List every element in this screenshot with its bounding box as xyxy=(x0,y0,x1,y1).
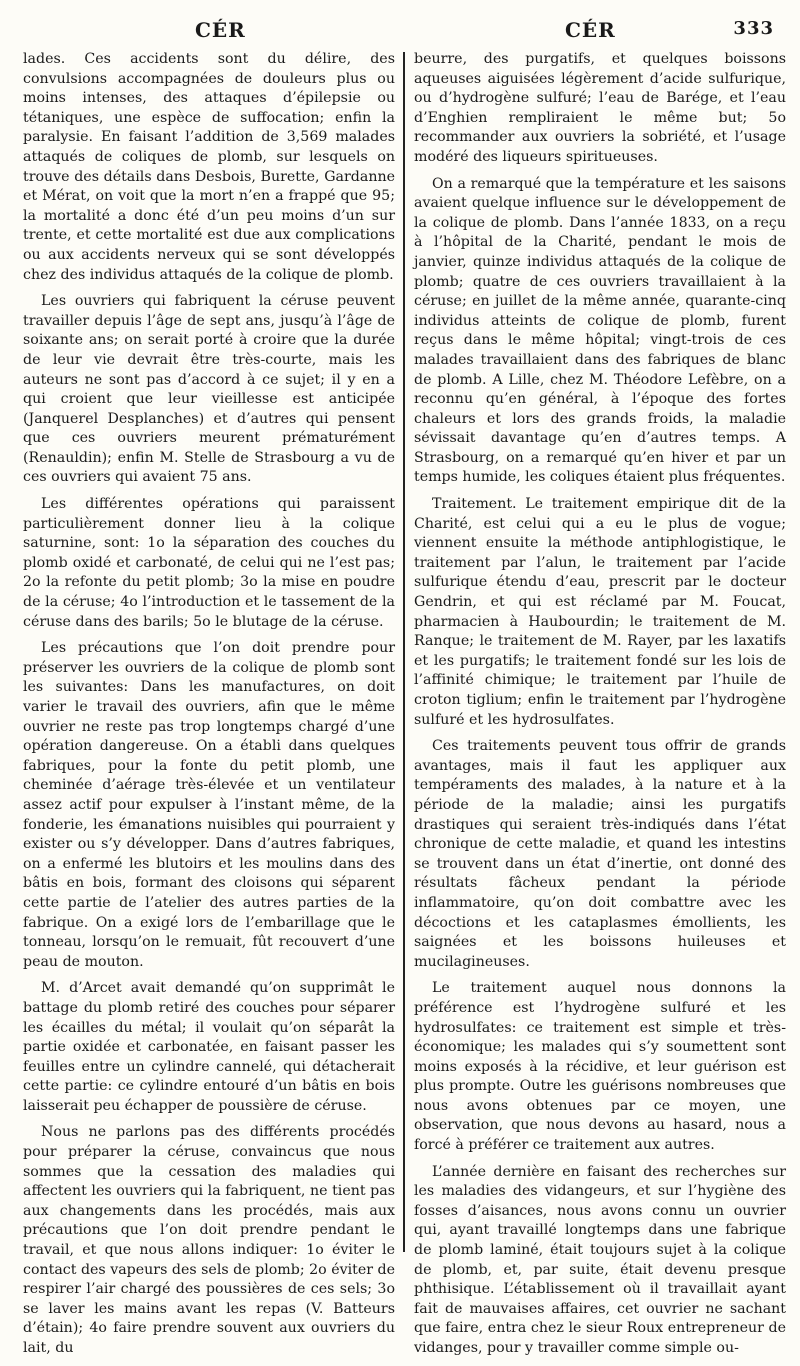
paragraph: Le traitement auquel nous donnons la préférence est l’hydrogène sulfuré et les hydrosulfates: ce traitement est simple et très-économique; les malades qui s’y soumettent sont moins exposés à la récidive, et leur guérison est plus prompte. Outre les guérisons nombreuses que nous avons obtenues par ce moyen, une observation, que nous devons au hasard, nous a forcé à préférer ce traitement aux autres. xyxy=(414,980,786,1154)
paragraph: Les différentes opérations qui paraissent particulièrement donner lieu à la colique saturnine, sont: 1o la séparation des couches du plomb oxidé et carbonaté, de celui qui ne l’est pas; 2o la refonte du petit plomb; 3o la mise en poudre de la céruse; 4o l’introduction et le tassement de la céruse dans des barils; 5o le blutage de la céruse. xyxy=(23,496,395,630)
paragraph: lades. Ces accidents sont du délire, des convulsions accompagnées de douleurs plus ou moins intenses, des attaques d’épilepsie ou tétaniques, une espèce de suffocation; enfin la paralysie. En faisant l’addition de 3,569 malades attaqués de coliques de plomb, sur lesquels on trouve des détails dans Desbois, Burette, Gardanne et Mérat, on voit que la mort n’en a frappé que 95; la mortalité a donc été d’un peu moins d’un sur trente, et cette mortalité est due aux complications ou aux accidents nerveux qui se sont développés chez des individus attaqués de la colique de plomb. xyxy=(23,51,395,283)
running-head-right: CÉR xyxy=(565,18,616,42)
paragraph: Traitement. Le traitement empirique dit de la Charité, est celui qui a eu le plus de vogue; viennent ensuite la méthode antiphlogistique, le traitement par l’alun, le traitement par l’acide sulfurique étendu d’eau, prescrit par le docteur Gendrin, et qui est réclamé par M. Foucat, pharmacien à Haubourdin; le traitement de M. Ranque; le traitement de M. Rayer, par les laxatifs et les purgatifs; le traitement fondé sur les lois de l’affinité chimique; le traitement par l’huile de croton tiglium; enfin le traitement par l’hydrogène sulfuré et les hydrosulfates. xyxy=(414,496,786,728)
paragraph: Ces traitements peuvent tous offrir de grands avantages, mais il faut les appliquer aux tempéraments des malades, à la nature et à la période de la maladie; ainsi les purgatifs drastiques qui seraient très-indiqués dans l’état chronique de cette maladie, et quand les intestins se trouvent dans un état d’inertie, ont donné des résultats fâcheux pendant la période inflammatoire, qu’on doit combattre avec les décoctions et les cataplasmes émollients, les saignées et les boissons huileuses et mucilagineuses. xyxy=(414,738,786,970)
paragraph: L’année dernière en faisant des recherches sur les maladies des vidangeurs, et sur l’hygiène des fosses d’aisances, nous avons connu un ouvrier qui, ayant travaillé longtemps dans une fabrique de plomb laminé, était toujours sujet à la colique de plomb, et, par suite, était devenu presque phthisique. L’établissement où il travaillait ayant fait de mauvaises affaires, cet ouvrier ne sachant que faire, entra chez le sieur Roux entrepreneur de vidanges, pour y travailler comme simple ou- xyxy=(414,1163,786,1356)
paragraph: M. d’Arcet avait demandé qu’on supprimât le battage du plomb retiré des couches pour séparer les écailles du métal; il voulait qu’on séparât la partie oxidée et carbonatée, en faisant passer les feuilles entre un cylindre cannelé, qui détacherait cette partie: ce cylindre entouré d’un bâtis en bois laisserait peu échapper de poussière de céruse. xyxy=(23,980,395,1114)
column-divider xyxy=(403,52,405,1252)
paragraph: Les ouvriers qui fabriquent la céruse peuvent travailler depuis l’âge de sept ans, jusqu’à l’âge de soixante ans; on serait porté à croire que la durée de leur vie devrait être très-courte, mais les auteurs ne sont pas d’accord à ce sujet; il y en a qui croient que leur vieillesse est anticipée (Janquerel Desplanches) et d’autres qui pensent que ces ouvriers meurent prématurément (Renauldin); enfin M. Stelle de Strasbourg a vu de ces ouvriers qui avaient 75 ans. xyxy=(23,293,395,486)
page-header xyxy=(0,18,800,48)
paragraph: On a remarqué que la température et les saisons avaient quelque influence sur le développement de la colique de plomb. Dans l’année 1833, on a reçu à l’hôpital de la Charité, pendant le mois de janvier, quinze individus attaqués de la colique de plomb; quatre de ces ouvriers travaillaient à la céruse; en juillet de la même année, quarante-cinq individus atteints de colique de plomb, furent reçus dans le même hôpital; vingt-trois de ces malades travaillaient dans des fabriques de blanc de plomb. A Lille, chez M. Théodore Lefèbre, on a reconnu qu’en général, à l’époque des fortes chaleurs et lors des grands froids, la maladie sévissait davantage qu’en d’autres temps. A Strasbourg, on a remarqué qu’en hiver et par un temps humide, les coliques étaient plus fréquentes. xyxy=(414,175,786,486)
running-head-left: CÉR xyxy=(195,18,246,42)
paragraph: Nous ne parlons pas des différents procédés pour préparer la céruse, convaincus que nous sommes que la cessation des maladies qui affectent les ouvriers qui la fabriquent, ne tient pas aux changements dans les procédés, mais aux précautions que l’on doit prendre pendant le travail, et que nous allons indiquer: 1o éviter le contact des vapeurs des sels de plomb; 2o éviter de respirer l’air chargé des poussières de ces sels; 3o se laver les mains avant les repas (V. Batteurs d’étain); 4o faire prendre souvent aux ouvriers du lait, du xyxy=(23,1124,396,1356)
right-column xyxy=(414,50,786,1366)
left-column xyxy=(23,50,395,1366)
paragraph: Les précautions que l’on doit prendre pour préserver les ouvriers de la colique de plomb sont les suivantes: Dans les manufactures, on doit varier le travail des ouvriers, afin que le même ouvrier ne reste pas trop longtemps chargé d’une opération dangereuse. On a établi dans quelques fabriques, pour la fonte du petit plomb, une cheminée d’aérage très-élevée et un ventilateur assez actif pour expulser à l’instant même, de la fonderie, les émanations nuisibles qui pourraient y exister ou s’y développer. Dans d’autres fabriques, on a enfermé les blutoirs et les moulins dans des bâtis en bois, formant des cloisons qui séparent cette partie de l’atelier des autres parties de la fabrique. On a exigé lors de l’embarillage que le tonneau, lorsqu’on le remuait, fût recouvert d’une peau de mouton. xyxy=(23,640,395,970)
paragraph: beurre, des purgatifs, et quelques boissons aqueuses aiguisées légèrement d’acide sulfurique, ou d’hydrogène sulfuré; l’eau de Barége, et l’eau d’Enghien rempliraient le même but; 5o recommander aux ouvriers la sobriété, et l’usage modéré des liqueurs spiritueuses. xyxy=(414,51,786,165)
page-number: 333 xyxy=(733,18,774,39)
